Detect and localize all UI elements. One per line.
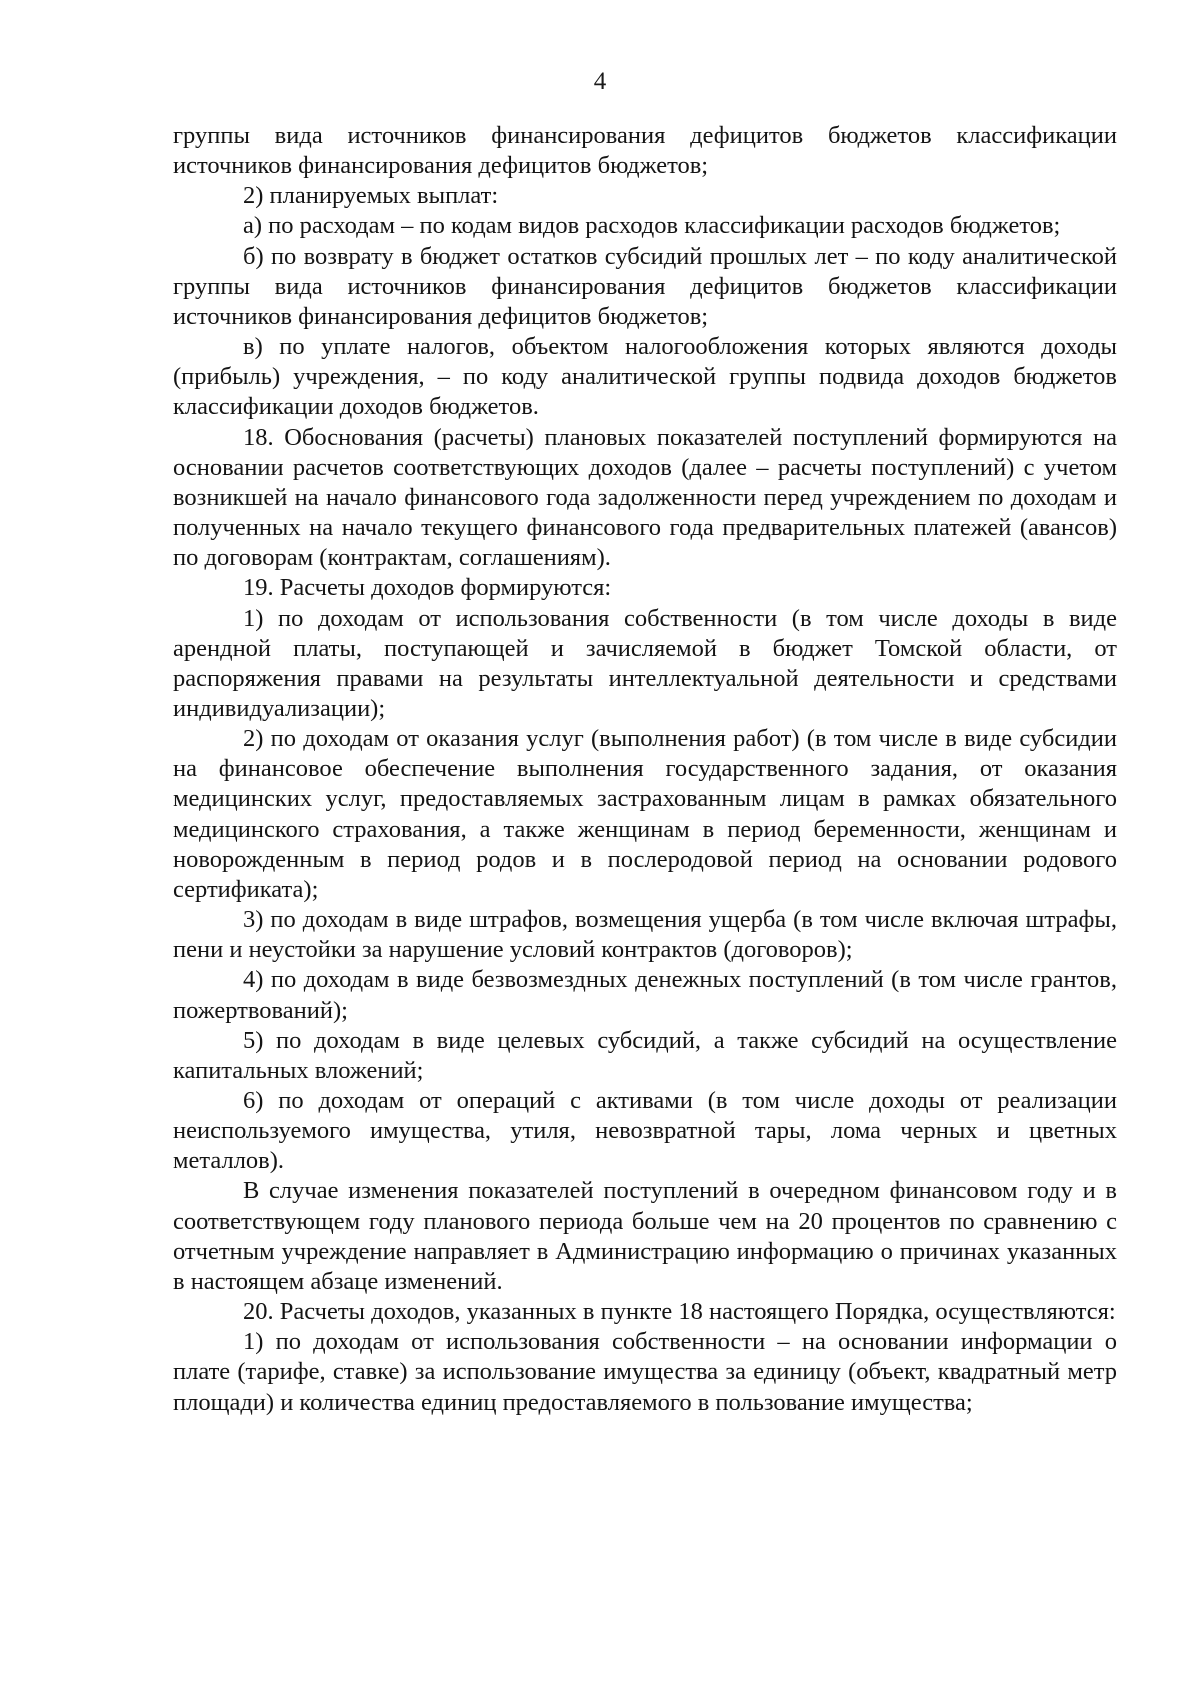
paragraph: 6) по доходам от операций с активами (в том числе доходы от реализации неиспользуемого имущества, утиля, невозвратной тары, лома черных и цветных металлов).	[173, 1087, 1117, 1175]
paragraph-continuation: группы вида источников финансирования дефицитов бюджетов классификации источников финансирования дефицитов бюджетов;	[173, 122, 1117, 180]
paragraph: б) по возврату в бюджет остатков субсидий прошлых лет – по коду аналитической группы вида источников финансирования дефицитов бюджетов классификации источников финансирования дефицитов бюджетов;	[173, 242, 1117, 330]
paragraph: 5) по доходам в виде целевых субсидий, а также субсидий на осуществление капитальных вложений;	[173, 1026, 1117, 1084]
paragraph: 2) планируемых выплат:	[243, 182, 499, 210]
paragraph: а) по расходам – по кодам видов расходов классификации расходов бюджетов;	[243, 212, 1061, 240]
paragraph: 20. Расчеты доходов, указанных в пункте 18 настоящего Порядка, осуществляются:	[243, 1298, 1116, 1326]
paragraph: 19. Расчеты доходов формируются:	[243, 574, 612, 602]
paragraph: в) по уплате налогов, объектом налогообложения которых являются доходы (прибыль) учреждения, – по коду аналитической группы подвида доходов бюджетов классификации доходов бюджетов.	[173, 333, 1117, 421]
paragraph: 1) по доходам от использования собственности (в том числе доходы в виде арендной платы, поступающей и зачисляемой в бюджет Томской области, от распоряжения правами на результаты интеллектуальной деятельности и средствами индивидуализации);	[173, 604, 1117, 722]
paragraph: 4) по доходам в виде безвозмездных денежных поступлений (в том числе грантов, пожертвований);	[173, 966, 1117, 1024]
paragraph: В случае изменения показателей поступлений в очередном финансовом году и в соответствующем году планового периода больше чем на 20 процентов по сравнению с отчетным учреждение направляет в Администрацию информацию о причинах указанных в настоящем абзаце изменений.	[173, 1177, 1117, 1295]
paragraph: 18. Обоснования (расчеты) плановых показателей поступлений формируются на основании расчетов соответствующих доходов (далее – расчеты поступлений) с учетом возникшей на начало финансового года задолженности перед учреждением по доходам и полученных на начало текущего финансового года предварительных платежей (авансов) по договорам (контрактам, соглашениям).	[173, 423, 1117, 572]
paragraph: 2) по доходам от оказания услуг (выполнения работ) (в том числе в виде субсидии на финансовое обеспечение выполнения государственного задания, от оказания медицинских услуг, предоставляемых застрахованным лицам в рамках обязательного медицинского страхования, а также женщинам в период беременности, женщинам и новорожденным в период родов и в послеродовой период на основании родового сертификата);	[173, 725, 1117, 903]
paragraph: 1) по доходам от использования собственности – на основании информации о плате (тарифе, ставке) за использование имущества за единицу (объект, квадратный метр площади) и количества единиц предоставляемого в пользование имущества;	[173, 1328, 1117, 1416]
paragraph: 3) по доходам в виде штрафов, возмещения ущерба (в том числе включая штрафы, пени и неустойки за нарушение условий контрактов (договоров);	[173, 906, 1117, 964]
document-body	[173, 121, 1117, 1418]
page-number: 4	[593, 68, 607, 95]
